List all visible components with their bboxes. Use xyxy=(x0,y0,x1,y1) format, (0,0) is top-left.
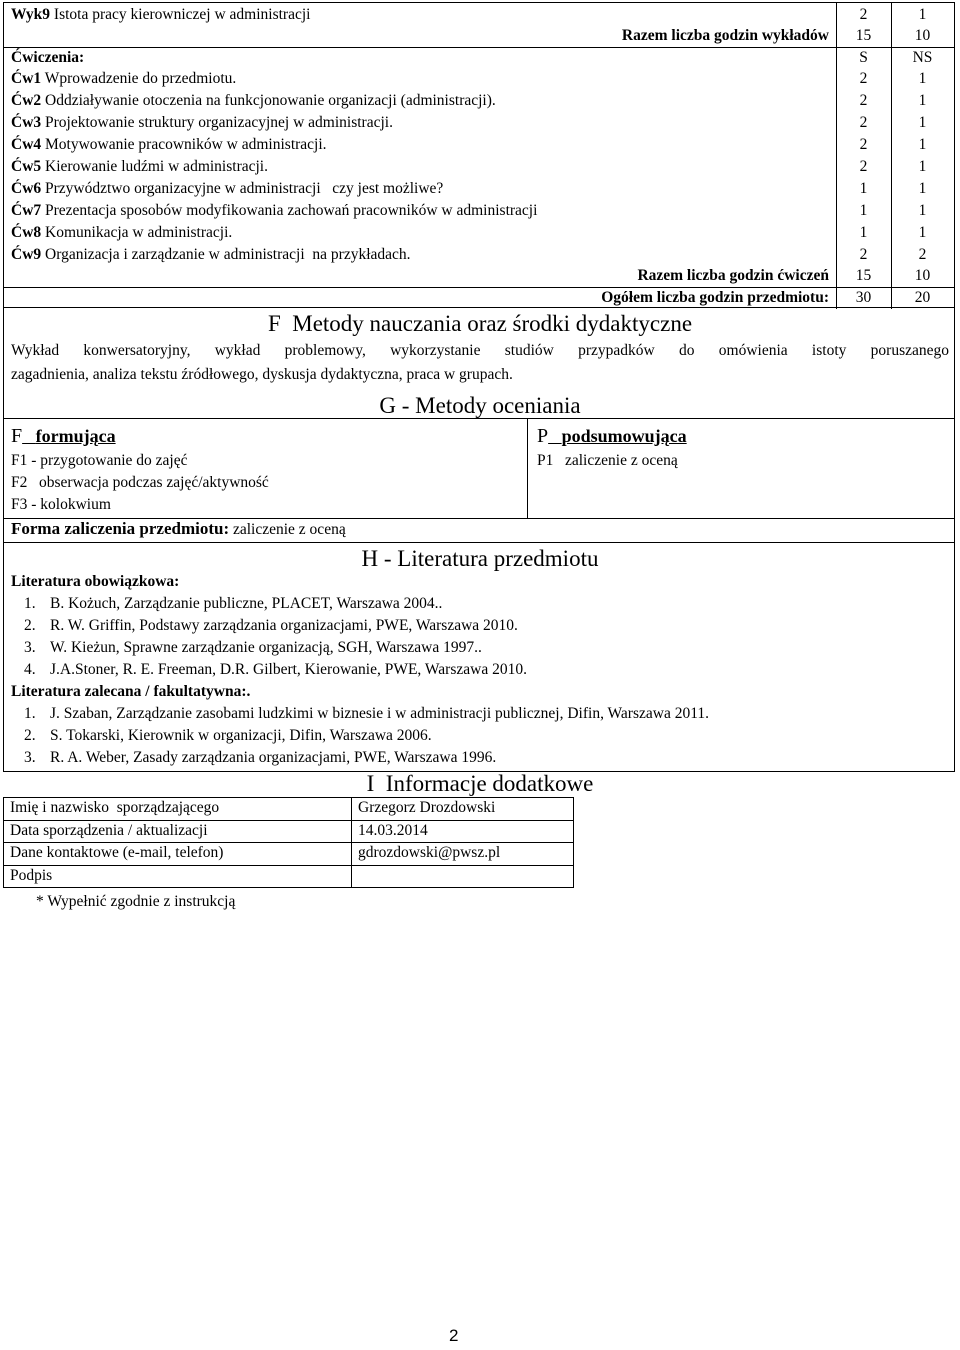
literature-item xyxy=(24,705,710,724)
overall-s: 30 xyxy=(855,289,872,306)
exercise-hours-s: 2 xyxy=(859,158,868,175)
literature-text: W. Kieżun, Sprawne zarządzanie organizacją, SGH, Warszawa 1997.. xyxy=(50,639,482,656)
info-row xyxy=(4,798,574,821)
exercise-row xyxy=(4,223,954,244)
info-key: Podpis xyxy=(4,865,352,888)
exercise-row xyxy=(4,91,954,112)
literature-item xyxy=(24,617,518,636)
info-row xyxy=(4,820,574,843)
exercise-row xyxy=(4,201,954,222)
exercise-hours-ns: 1 xyxy=(918,92,927,109)
exercise-code: Ćw4 xyxy=(11,136,42,153)
exercise-hours-s: 2 xyxy=(859,70,868,87)
recommended-literature-label: Literatura zalecana / fakultatywna:. xyxy=(11,683,251,700)
exercise-hours-ns: 1 xyxy=(918,158,927,175)
literature-text: J. Szaban, Zarządzanie zasobami ludzkimi w biznesie i w administracji publicznej, Difin, Warszawa 2011. xyxy=(50,705,710,722)
exercise-code: Ćw6 xyxy=(11,180,42,197)
info-key: Data sporządzenia / aktualizacji xyxy=(4,820,352,843)
lecture-row xyxy=(4,5,954,26)
literature-item xyxy=(24,661,527,680)
exercise-hours-s: 1 xyxy=(859,180,868,197)
exercise-total-label: Razem liczba godzin ćwiczeń xyxy=(637,267,829,284)
overall-ns: 20 xyxy=(914,289,931,306)
exercises-header: Ćwiczenia: xyxy=(11,49,85,66)
exercise-code: Ćw1 xyxy=(11,70,42,87)
info-row xyxy=(4,865,574,888)
assessment-form-label: Forma zaliczenia przedmiotu: xyxy=(11,519,230,538)
formative-item: F2 obserwacja podczas zajęć/aktywność xyxy=(11,474,269,491)
exercise-hours-s: 2 xyxy=(859,114,868,131)
literature-num: 1. xyxy=(24,705,36,722)
exercise-topic: Kierowanie ludźmi w administracji. xyxy=(45,158,268,175)
literature-item xyxy=(24,749,497,768)
assessment-form-value: zaliczenie z oceną xyxy=(232,521,346,538)
literature-text: R. A. Weber, Zasady zarządzania organizacjami, PWE, Warszawa 1996. xyxy=(50,749,497,766)
exercise-hours-s: 1 xyxy=(859,202,868,219)
info-table xyxy=(3,797,574,888)
exercise-hours-ns: 1 xyxy=(918,224,927,241)
hours-table xyxy=(3,2,955,308)
exercise-topic: Organizacja i zarządzanie w administracji na przykładach. xyxy=(45,246,411,263)
exercise-code: Ćw8 xyxy=(11,224,42,241)
summative-heading xyxy=(537,424,687,448)
exercises-header-row xyxy=(4,48,954,69)
literature-num: 4. xyxy=(24,661,36,678)
overall-row xyxy=(4,288,954,309)
section-g-divider xyxy=(527,418,528,518)
exercise-row xyxy=(4,179,954,200)
exercise-total-ns: 10 xyxy=(914,267,931,284)
exercise-row xyxy=(4,69,954,90)
exercise-row xyxy=(4,113,954,134)
literature-num: 3. xyxy=(24,749,36,766)
literature-num: 2. xyxy=(24,617,36,634)
literature-text: R. W. Griffin, Podstawy zarządzania organizacjami, PWE, Warszawa 2010. xyxy=(50,617,518,634)
exercise-hours-s: 2 xyxy=(859,92,868,109)
footnote: * Wypełnić zgodnie z instrukcją xyxy=(36,893,236,910)
summative-item: P1 zaliczenie z oceną xyxy=(537,452,678,469)
exercise-hours-ns: 1 xyxy=(918,114,927,131)
exercise-total-row xyxy=(4,266,954,287)
exercise-code: Ćw2 xyxy=(11,92,42,109)
assessment-form xyxy=(11,519,346,540)
signature-field xyxy=(352,865,574,888)
info-value: Grzegorz Drozdowski xyxy=(352,798,574,821)
required-literature-label: Literatura obowiązkowa: xyxy=(11,573,180,590)
exercise-hours-s: 1 xyxy=(859,224,868,241)
exercise-code: Ćw9 xyxy=(11,246,42,263)
exercise-topic: Prezentacja sposobów modyfikowania zachowań pracowników w administracji xyxy=(45,202,538,219)
exercise-hours-ns: 1 xyxy=(918,180,927,197)
info-row xyxy=(4,843,574,866)
formative-item: F3 - kolokwium xyxy=(11,496,111,513)
lecture-total-row xyxy=(4,26,954,47)
exercise-topic: Oddziaływanie otoczenia na funkcjonowanie organizacji (administracji). xyxy=(45,92,496,109)
exercise-code: Ćw7 xyxy=(11,202,42,219)
page-number: 2 xyxy=(449,1326,459,1345)
exercise-hours-s: 2 xyxy=(859,136,868,153)
formative-label: formująca xyxy=(35,426,116,446)
literature-num: 3. xyxy=(24,639,36,656)
exercise-hours-ns: 2 xyxy=(918,246,927,263)
col-ns-header: NS xyxy=(912,49,933,66)
formative-heading xyxy=(11,424,116,448)
overall-label: Ogółem liczba godzin przedmiotu: xyxy=(601,289,829,306)
section-g-title: G - Metody oceniania xyxy=(379,393,581,418)
info-key: Imię i nazwisko sporządzającego xyxy=(4,798,352,821)
info-value: 14.03.2014 xyxy=(352,820,574,843)
exercise-row xyxy=(4,135,954,156)
literature-item xyxy=(24,727,432,746)
col-s-header: S xyxy=(859,49,868,66)
summative-letter: P xyxy=(537,425,549,447)
exercise-row xyxy=(4,157,954,178)
lecture-total-ns: 10 xyxy=(914,27,931,44)
section-f-text-line2: zagadnienia, analiza tekstu źródłowego, dyskusja dydaktyczna, praca w grupach. xyxy=(11,366,513,383)
lecture-hours-ns: 1 xyxy=(918,6,927,23)
section-f-text-line1: Wykład konwersatoryjny, wykład problemowy, wykorzystanie studiów przypadków do omówienia istoty poruszanego xyxy=(11,342,949,359)
exercise-hours-ns: 1 xyxy=(918,70,927,87)
exercise-hours-ns: 1 xyxy=(918,202,927,219)
lecture-hours-s: 2 xyxy=(859,6,868,23)
section-h-title: H - Literatura przedmiotu xyxy=(361,546,599,571)
lecture-code: Wyk9 xyxy=(11,6,51,23)
literature-item xyxy=(24,639,482,658)
exercise-hours-ns: 1 xyxy=(918,136,927,153)
literature-text: S. Tokarski, Kierownik w organizacji, Difin, Warszawa 2006. xyxy=(50,727,432,744)
formative-item: F1 - przygotowanie do zajęć xyxy=(11,452,188,469)
literature-text: J.A.Stoner, R. E. Freeman, D.R. Gilbert, Kierowanie, PWE, Warszawa 2010. xyxy=(50,661,527,678)
literature-item xyxy=(24,595,443,614)
section-i-title: I Informacje dodatkowe xyxy=(366,771,594,796)
exercise-total-s: 15 xyxy=(855,267,872,284)
exercise-topic: Komunikacja w administracji. xyxy=(45,224,233,241)
lecture-total-s: 15 xyxy=(855,27,872,44)
exercise-topic: Przywództwo organizacyjne w administracji czy jest możliwe? xyxy=(45,180,444,197)
exercise-hours-s: 2 xyxy=(859,246,868,263)
exercise-code: Ćw5 xyxy=(11,158,42,175)
exercise-topic: Wprowadzenie do przedmiotu. xyxy=(44,70,237,87)
summative-label: podsumowująca xyxy=(561,426,687,446)
lecture-topic: Istota pracy kierowniczej w administracji xyxy=(53,6,311,23)
literature-text: B. Kożuch, Zarządzanie publiczne, PLACET, Warszawa 2004.. xyxy=(50,595,443,612)
formative-letter: F xyxy=(11,425,23,447)
lecture-total-label: Razem liczba godzin wykładów xyxy=(621,27,829,44)
literature-num: 1. xyxy=(24,595,36,612)
exercise-topic: Projektowanie struktury organizacyjnej w administracji. xyxy=(45,114,393,131)
literature-num: 2. xyxy=(24,727,36,744)
exercise-row xyxy=(4,245,954,266)
exercise-code: Ćw3 xyxy=(11,114,42,131)
section-f-title: F Metody nauczania oraz środki dydaktyczne xyxy=(267,311,693,336)
info-key: Dane kontaktowe (e-mail, telefon) xyxy=(4,843,352,866)
exercise-topic: Motywowanie pracowników w administracji. xyxy=(45,136,327,153)
info-value: gdrozdowski@pwsz.pl xyxy=(352,843,574,866)
